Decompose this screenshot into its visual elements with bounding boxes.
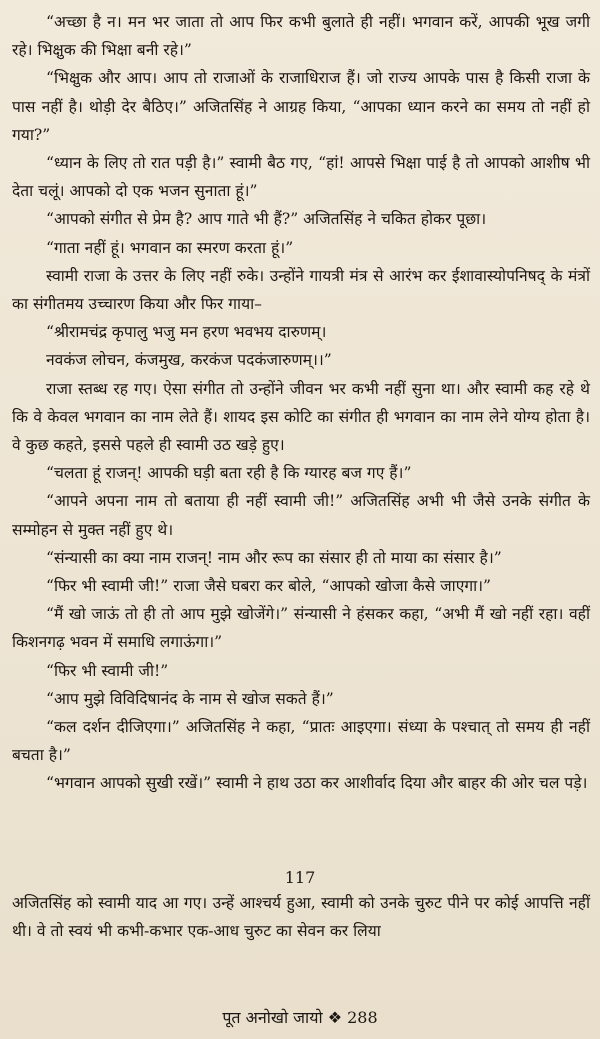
continuation-text (0, 889, 600, 945)
section-page-number: 117 (284, 868, 316, 887)
body-text (0, 8, 600, 798)
paragraph-8: “चलता हूं राजन्! आपकी घड़ी बता रही है कि ग्यारह बज गए हैं।” (46, 464, 412, 483)
paragraph-15: “कल दर्शन दीजिएगा।” अजितसिंह ने कहा, “प्रातः आइएगा। संध्या के पश्चात् तो समय ही नहीं बचता है।” (12, 718, 590, 765)
paragraph-16: “भगवान आपको सुखी रखें।” स्वामी ने हाथ उठा कर आशीर्वाद दिया और बाहर की ओर चल पड़े। (46, 774, 588, 793)
verse-line-2: नवकंज लोचन, कंजमुख, करकंज पदकंजारुणम्।।” (46, 351, 332, 370)
paragraph-14: “आप मुझे विविदिषानंद के नाम से खोज सकते हैं।” (46, 689, 334, 708)
paragraph-1: “अच्छा है न। मन भर जाता तो आप फिर कभी बुलाते ही नहीं। भगवान करें, आपकी भूख जगी रहे। भिक्षुक की भिक्षा बनी रहे।” (12, 13, 590, 60)
paragraph-4: “आपको संगीत से प्रेम है? आप गाते भी हैं?” अजितसिंह ने चकित होकर पूछा। (46, 210, 487, 229)
paragraph-continuation: अजितसिंह को स्वामी याद आ गए। उन्हें आश्चर्य हुआ, स्वामी को उनके चुरुट पीने पर कोई आपत्ति नहीं थी। वे तो स्वयं भी कभी-कभार एक-आध चुरुट का सेवन कर लिया (12, 894, 590, 941)
paragraph-13: “फिर भी स्वामी जी!” (46, 661, 169, 680)
paragraph-3: “ध्यान के लिए तो रात पड़ी है।” स्वामी बैठ गए, “हां! आपसे भिक्षा पाई है तो आपको आशीष भी देता चलूं। आपको दो एक भजन सुनाता हूं।” (12, 154, 590, 201)
paragraph-10: “संन्यासी का क्या नाम राजन्! नाम और रूप का संसार ही तो माया का संसार है।” (46, 548, 502, 567)
paragraph-2: “भिक्षुक और आप। आप तो राजाओं के राजाधिराज हैं। जो राज्य आपके पास है किसी राजा के पास नहीं है। थोड़ी देर बैठिए।” अजितसिंह ने आग्रह किया, “आपका ध्यान करने का समय तो नहीं हो गया?” (12, 69, 590, 144)
page-footer: पूत अनोखो जायो ❖ 288 (222, 1008, 378, 1027)
paragraph-6: स्वामी राजा के उत्तर के लिए नहीं रुके। उन्होंने गायत्री मंत्र से आरंभ कर ईशावास्योपनिषद् के मंत्रों का संगीतमय उच्चारण किया और फिर गाया– (12, 266, 590, 314)
paragraph-5: “गाता नहीं हूं। भगवान का स्मरण करता हूं।” (46, 238, 294, 257)
paragraph-7: राजा स्तब्ध रह गए। ऐसा संगीत तो उन्होंने जीवन भर कभी नहीं सुना था। और स्वामी कह रहे थे कि वे केवल भगवान का नाम लेते हैं। शायद इस कोटि का संगीत ही भगवान का नाम लेने योग्य होता है। वे कुछ कहते, इससे पहले ही स्वामी उठ खड़े हुए। (12, 379, 590, 455)
verse-line-1: “श्रीरामचंद्र कृपालु भजु मन हरण भवभय दारुणम्। (46, 323, 327, 342)
paragraph-11: “फिर भी स्वामी जी!” राजा जैसे घबरा कर बोले, “आपको खोजा कैसे जाएगा।” (46, 577, 492, 596)
paragraph-12: “मैं खो जाऊं तो ही तो आप मुझे खोजेंगे।” संन्यासी ने हंसकर कहा, “अभी मैं खो नहीं रहा। वहीं किशनगढ़ भवन में समाधि लगाऊंगा।” (12, 605, 590, 652)
paragraph-9: “आपने अपना नाम तो बताया ही नहीं स्वामी जी!” अजितसिंह अभी भी जैसे उनके संगीत के सम्मोहन से मुक्त नहीं हुए थे। (12, 492, 590, 539)
